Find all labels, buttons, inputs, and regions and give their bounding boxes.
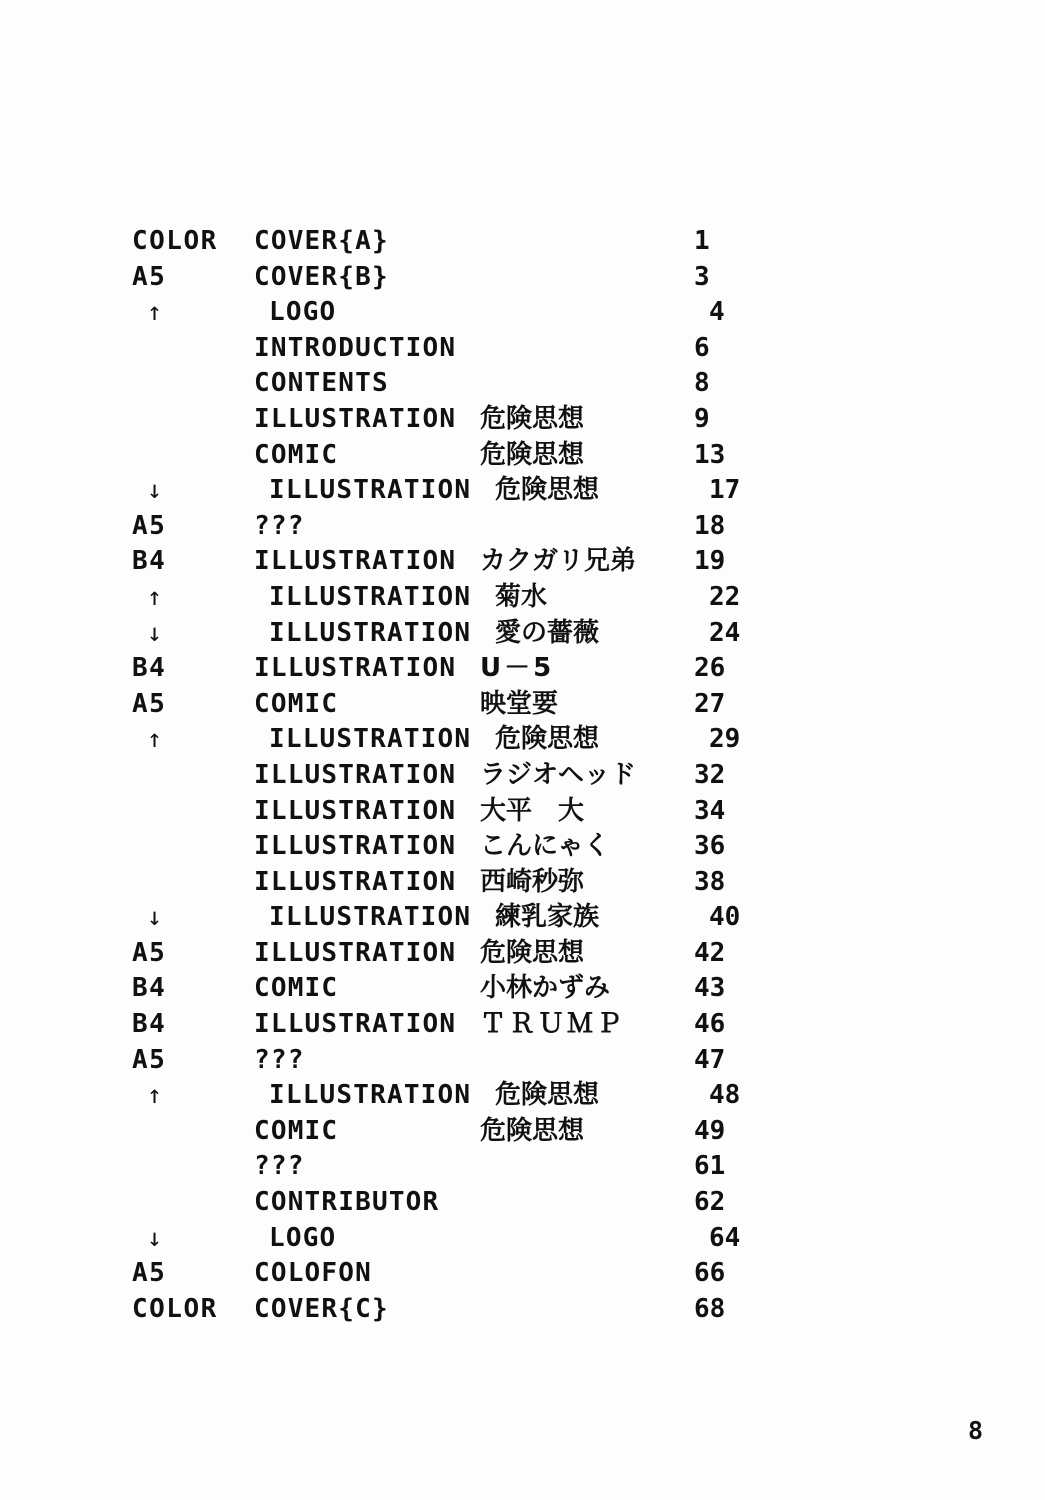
row-author: 小林かずみ	[480, 973, 611, 1004]
row-author: 危険思想	[480, 439, 585, 470]
table-row	[132, 1260, 772, 1296]
row-kind: LOGO	[269, 1222, 337, 1253]
row-author: 危険思想	[480, 937, 585, 968]
row-page-number: 24	[709, 617, 741, 648]
table-row	[132, 439, 772, 478]
row-page-number: 40	[709, 902, 741, 933]
row-kind: ILLUSTRATION	[269, 724, 472, 755]
row-page-number: 49	[694, 1115, 726, 1146]
row-page-number: 6	[694, 332, 710, 363]
row-author: 危険思想	[495, 475, 600, 506]
row-kind: COVER{A}	[254, 226, 389, 256]
row-format: B4	[132, 546, 167, 577]
row-kind: ILLUSTRATION	[254, 653, 457, 684]
row-page-number: 43	[694, 973, 726, 1004]
row-page-number: 32	[694, 759, 726, 790]
row-author: 練乳家族	[495, 902, 600, 933]
row-page-number: 22	[709, 581, 741, 612]
row-kind: LOGO	[269, 297, 337, 328]
row-page-number: 38	[694, 866, 726, 897]
row-page-number: 18	[694, 510, 726, 541]
row-author: 大平 大	[480, 795, 585, 826]
table-row	[132, 581, 772, 620]
row-page-number: 62	[694, 1187, 726, 1218]
row-format: ↑	[147, 724, 164, 754]
table-row	[132, 261, 772, 300]
row-kind: COMIC	[254, 1115, 339, 1146]
row-kind: COMIC	[254, 688, 339, 719]
row-kind: ???	[254, 510, 305, 541]
row-kind: COMIC	[254, 973, 339, 1004]
table-row	[132, 1293, 772, 1332]
row-kind: COMIC	[254, 439, 339, 470]
row-author: 危険思想	[495, 1080, 600, 1111]
row-author: 菊水	[495, 581, 548, 612]
table-row	[132, 1222, 772, 1261]
row-kind: COVER{C}	[254, 1293, 389, 1324]
table-row	[132, 370, 772, 406]
row-format: ↑	[147, 297, 164, 327]
table-row	[132, 904, 772, 940]
table-row	[132, 795, 772, 834]
row-page-number: 26	[694, 653, 726, 684]
row-author: カクガリ兄弟	[480, 546, 637, 577]
row-page-number: 9	[694, 403, 710, 434]
row-format: A5	[132, 510, 167, 541]
row-page-number: 47	[694, 1044, 726, 1075]
row-kind: ILLUSTRATION	[269, 902, 472, 933]
row-format: COLOR	[132, 226, 218, 256]
table-row	[132, 866, 772, 905]
table-row	[132, 975, 772, 1011]
row-author: 西崎秒弥	[480, 866, 585, 897]
row-kind: ILLUSTRATION	[254, 795, 457, 826]
table-row	[132, 332, 772, 371]
row-author: ＴＲＵＭＰ	[480, 1009, 626, 1040]
row-page-number: 61	[694, 1151, 726, 1182]
row-kind: CONTENTS	[254, 368, 389, 399]
row-page-number: 19	[694, 546, 726, 577]
table-row	[132, 937, 772, 976]
row-page-number: 42	[694, 937, 726, 968]
table-row	[132, 403, 772, 442]
row-author: 危険思想	[480, 403, 585, 434]
table-of-contents	[132, 228, 772, 1331]
table-row	[132, 617, 772, 656]
row-format: B4	[132, 653, 167, 684]
row-author: ラジオヘッド	[480, 759, 637, 790]
row-kind: ILLUSTRATION	[269, 1080, 472, 1111]
row-format: ↓	[147, 475, 164, 505]
table-row	[132, 1189, 772, 1225]
row-page-number: 68	[694, 1293, 726, 1324]
row-kind: ILLUSTRATION	[269, 617, 472, 648]
row-format: A5	[132, 1044, 167, 1075]
row-page-number: 48	[709, 1080, 741, 1111]
row-format: ↑	[147, 581, 164, 611]
table-row	[132, 477, 772, 513]
table-row	[132, 688, 772, 727]
table-row	[132, 759, 772, 798]
row-author: 映堂要	[480, 688, 559, 719]
row-format: A5	[132, 688, 167, 719]
row-format: ↓	[147, 1222, 164, 1252]
table-row	[132, 1153, 772, 1189]
row-page-number: 46	[694, 1009, 726, 1040]
table-row	[132, 655, 772, 691]
row-page-number: 64	[709, 1222, 741, 1253]
table-row	[132, 1044, 772, 1083]
row-format: B4	[132, 1009, 167, 1040]
row-page-number: 27	[694, 688, 726, 719]
table-row	[132, 1011, 772, 1047]
row-page-number: 3	[694, 261, 710, 292]
table-row	[132, 1115, 772, 1154]
row-format: ↓	[147, 902, 164, 932]
table-row	[132, 510, 772, 549]
row-author: 危険思想	[480, 1115, 585, 1146]
row-kind: ???	[254, 1044, 305, 1075]
row-kind: ILLUSTRATION	[254, 546, 457, 577]
row-page-number: 29	[709, 724, 741, 755]
row-format: ↓	[147, 617, 164, 647]
table-row	[132, 1082, 772, 1118]
row-page-number: 13	[694, 439, 726, 470]
row-kind: ILLUSTRATION	[254, 403, 457, 434]
row-kind: CONTRIBUTOR	[254, 1187, 440, 1218]
row-kind: ILLUSTRATION	[254, 866, 457, 897]
table-row	[132, 299, 772, 335]
row-page-number: 1	[694, 226, 710, 256]
row-kind: ILLUSTRATION	[254, 831, 457, 862]
row-kind: ILLUSTRATION	[269, 581, 472, 612]
row-kind: COVER{B}	[254, 261, 389, 292]
table-row	[132, 833, 772, 869]
row-kind: ???	[254, 1151, 305, 1182]
row-kind: INTRODUCTION	[254, 332, 457, 363]
row-page-number: 4	[709, 297, 725, 328]
row-page-number: 66	[694, 1258, 726, 1289]
row-kind: ILLUSTRATION	[254, 759, 457, 790]
row-page-number: 17	[709, 475, 741, 506]
row-page-number: 8	[694, 368, 710, 399]
table-row	[132, 726, 772, 762]
row-format: A5	[132, 937, 167, 968]
row-author: U－5	[480, 653, 555, 684]
row-author: こんにゃく	[480, 831, 610, 862]
table-row	[132, 228, 772, 264]
row-kind: ILLUSTRATION	[254, 1009, 457, 1040]
row-kind: COLOFON	[254, 1258, 372, 1289]
row-format: A5	[132, 1258, 167, 1289]
row-author: 愛の薔薇	[495, 617, 600, 648]
row-format: A5	[132, 261, 167, 292]
table-row	[132, 548, 772, 584]
row-format: ↑	[147, 1080, 164, 1110]
row-author: 危険思想	[495, 724, 600, 755]
row-page-number: 36	[694, 831, 726, 862]
row-page-number: 34	[694, 795, 726, 826]
page-folio: 8	[967, 1416, 983, 1445]
row-format: B4	[132, 973, 167, 1004]
row-kind: ILLUSTRATION	[269, 475, 472, 506]
row-format: COLOR	[132, 1293, 218, 1324]
row-kind: ILLUSTRATION	[254, 937, 457, 968]
